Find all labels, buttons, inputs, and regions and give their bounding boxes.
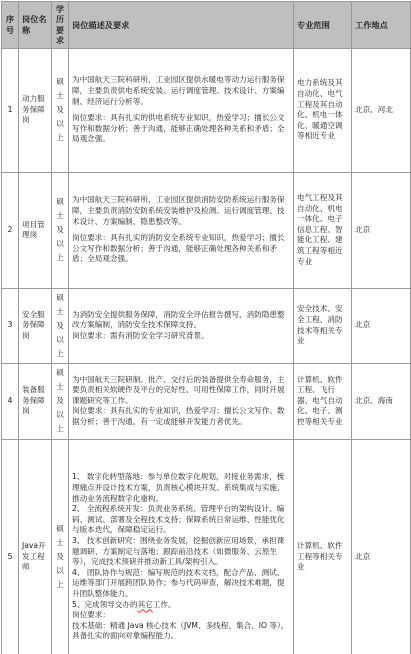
row-desc (69, 172, 294, 288)
desc-requirement-title: 岗位要求： (72, 610, 110, 620)
desc-para: 为中国航天三院科研所、工业园区提供水暖电等动力运行服务保障，主要负责供电系统安装、运行调度管理、技术设计、方案编制、经济运行分析等。 (72, 75, 285, 106)
row-name: 动力服务保障岗 (19, 48, 52, 172)
table-row (2, 172, 411, 288)
table-row (2, 48, 411, 172)
row-edu: 硕士及以上 (52, 288, 69, 363)
item5-prefix: 5、完成领导交办的 (72, 599, 138, 609)
row-edu: 硕士及以上 (52, 172, 69, 288)
desc-item: 3、 技术创新研究：围绕业务发展，挖掘创新应用场景，承担课题调研、方案制定与落地；跟踪前沿技术（如微服务、云原生等），完成技术预研并推动新工具/架构引入。 (72, 535, 285, 567)
row-edu: 硕士及以上 (52, 48, 69, 172)
desc-para: 为中国航天三院科研所、工业园区提供消防安防系统运行服务保障，主要负责消防安防系统安装维护及检测、运行调度管理、技术设计、方案编制、隐患整改等。 (72, 195, 285, 226)
row-major: 电力系统及其自动化、电气工程及其自动化、机电一体化、暖通空调等相近专业 (294, 48, 352, 172)
row-name: 项目管理岗 (19, 172, 52, 288)
row-desc (69, 363, 294, 439)
desc-requirement: 技术基础：精通 Java 核心技术（JVM、多线程、集合、IO 等），具备扎实的面向对象编程能力。 (72, 620, 289, 641)
row-name: 安全服务保障岗 (19, 288, 52, 363)
desc-requirement: 岗位要求：需有消防安全学习研究背景。 (72, 330, 209, 340)
table-header-row (2, 2, 411, 49)
item5-underlined: 其它 (137, 599, 153, 609)
row-location: 北京 (352, 439, 411, 654)
table-row (2, 288, 411, 363)
job-table (1, 1, 411, 654)
row-no: 1 (2, 48, 19, 172)
header-no: 序号 (2, 2, 19, 49)
row-no: 3 (2, 288, 19, 363)
desc-requirement: 岗位要求：具有扎实的供电系统专业知识，热爱学习；擅长公文写作和数据分析；善于沟通，能够正确处理各种关系和矛盾；全局观念强。 (72, 113, 285, 144)
row-major: 电气工程及其自动化、机电一体化、电子信息工程、智能化工程、建筑工程等相近专业 (294, 172, 352, 288)
desc-item: 1、 数字化转型落地：参与单位数字化规划，对接业务需求，梳理痛点并设计技术方案，负责核心模块开发、系统集成与实施，推动业务流程数字化重构。 (72, 472, 285, 503)
row-desc (69, 288, 294, 363)
row-location: 北京 (352, 172, 411, 288)
header-edu: 学历要求 (52, 2, 69, 49)
row-major: 计算机、软件工程等相关专业 (294, 439, 352, 654)
row-location: 北京、海南 (352, 363, 411, 439)
row-major: 计算机、软件工程、飞行器、电气自动化、电子、测控等相关专业 (294, 363, 352, 439)
header-desc: 岗位描述及要求 (69, 2, 294, 49)
row-location: 北京、河北 (352, 48, 411, 172)
desc-requirement: 岗位要求：具有扎实的消防安全系统专业知识，热爱学习；擅长公文写作和数据分析；善于沟通，能够正确处理各种关系和矛盾；全局观念强。 (72, 233, 285, 264)
desc-item (72, 600, 290, 611)
row-edu: 硕士及以上 (52, 363, 69, 439)
row-desc (69, 439, 294, 654)
desc-para: 为消防安全提供服务保障，消防安全评估报告撰写、消防隐患整改方案编制，消防安全技术保障支持。 (72, 309, 285, 330)
row-location: 北京 (352, 288, 411, 363)
row-no: 2 (2, 172, 19, 288)
row-edu: 硕士及以上 (52, 439, 69, 654)
header-name: 岗位名称 (19, 2, 52, 49)
desc-item: 4、 团队协作与规范：编写规范的技术文档，配合产品、测试、运维等部门开展跨团队协作；参与代码审查，解决技术难题，提升团队整体能力。 (72, 567, 285, 598)
header-loc: 工作地点 (352, 2, 411, 49)
desc-para: 为中国航天三院研制、批产、交付后的装备提供全寿命服务，主要负责相关软硬件及平台的完好性、可用性保障工作，同时开展课题研究等工作。 (72, 374, 285, 405)
header-major: 专业范围 (294, 2, 352, 49)
row-name: 装备服务保障岗 (19, 363, 52, 439)
row-major: 安全技术、安全工程、消防技术等相关专业 (294, 288, 352, 363)
row-name: Java开发工程师 (19, 439, 52, 654)
item5-suffix: 工作。 (152, 599, 176, 609)
row-no: 4 (2, 363, 19, 439)
row-desc (69, 48, 294, 172)
table-row (2, 363, 411, 439)
desc-requirement: 岗位要求：具有扎实的专业知识，热爱学习；擅长公文写作、数据分析；善于沟通，有一定或能够开发能力者优先。 (72, 406, 285, 427)
table-row (2, 439, 411, 654)
desc-item: 2、 全流程系统开发：负责业务系统、管理平台的架构设计、编码、测试、部署及全程技术支持；保障系统日常运维、性能优化与版本迭代，保障稳定运行。 (72, 504, 285, 535)
row-no: 5 (2, 439, 19, 654)
